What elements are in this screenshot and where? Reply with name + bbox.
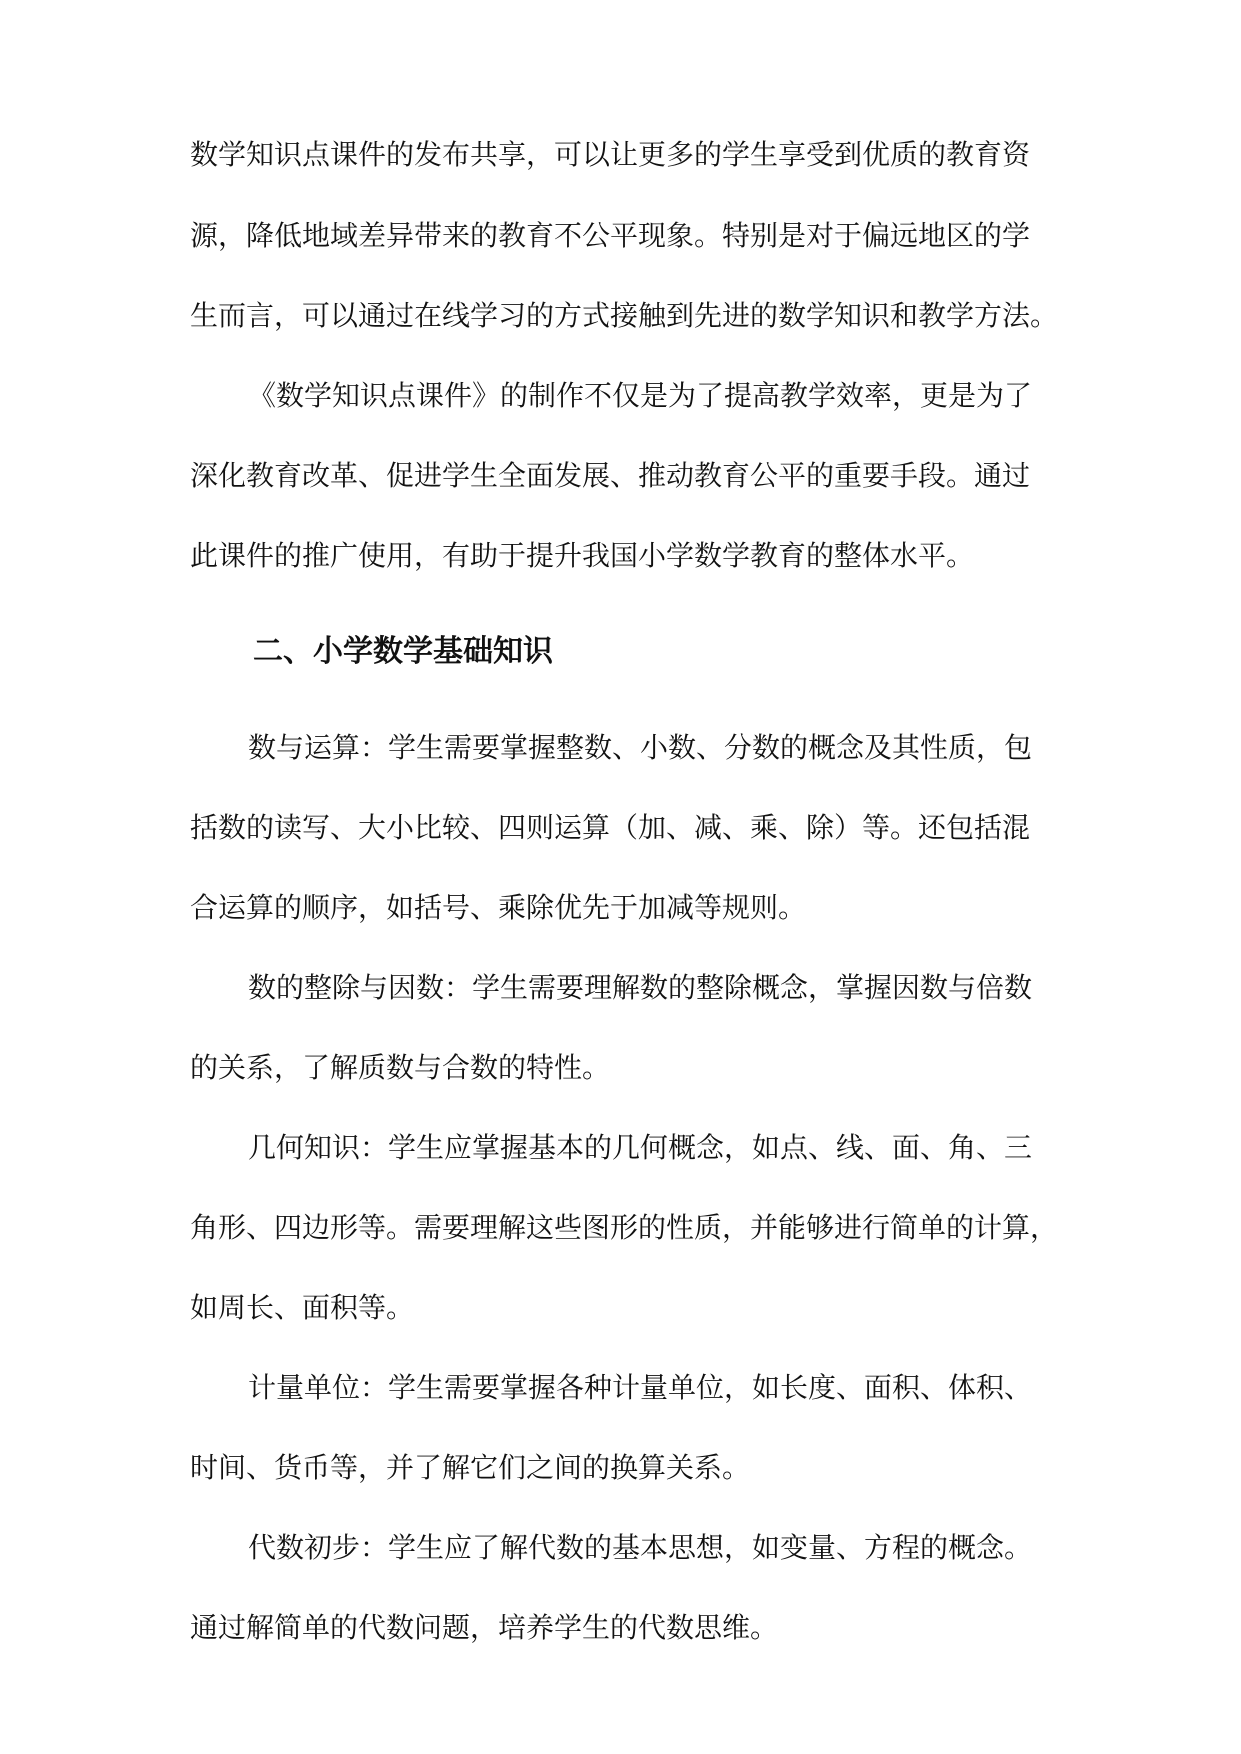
paragraph-line: 数学知识点课件的发布共享，可以让更多的学生享受到优质的教育资 (190, 138, 1031, 171)
paragraph-line: 时间、货币等，并了解它们之间的换算关系。 (190, 1451, 751, 1484)
paragraph-line: 几何知识：学生应掌握基本的几何概念，如点、线、面、角、三 (248, 1131, 1033, 1164)
section-heading: 二、小学数学基础知识 (253, 634, 553, 669)
paragraph-line: 深化教育改革、促进学生全面发展、推动教育公平的重要手段。通过 (190, 459, 1031, 492)
paragraph-line: 角形、四边形等。需要理解这些图形的性质，并能够进行简单的计算， (190, 1211, 1059, 1244)
paragraph-line: 源，降低地域差异带来的教育不公平现象。特别是对于偏远地区的学 (190, 219, 1031, 252)
paragraph-line: 生而言，可以通过在线学习的方式接触到先进的数学知识和教学方法。 (190, 299, 1059, 332)
paragraph-line: 合运算的顺序，如括号、乘除优先于加减等规则。 (190, 891, 807, 924)
paragraph-line: 的关系，了解质数与合数的特性。 (190, 1051, 611, 1084)
paragraph-line: 《数学知识点课件》的制作不仅是为了提高教学效率，更是为了 (248, 379, 1033, 412)
paragraph-line: 数与运算：学生需要掌握整数、小数、分数的概念及其性质，包 (248, 731, 1033, 764)
paragraph-line: 计量单位：学生需要掌握各种计量单位，如长度、面积、体积、 (248, 1371, 1033, 1404)
paragraph-line: 此课件的推广使用，有助于提升我国小学数学教育的整体水平。 (190, 539, 975, 572)
paragraph-line: 括数的读写、大小比较、四则运算（加、减、乘、除）等。还包括混 (190, 811, 1031, 844)
paragraph-line: 如周长、面积等。 (190, 1291, 415, 1324)
paragraph-line: 数的整除与因数：学生需要理解数的整除概念，掌握因数与倍数 (248, 971, 1033, 1004)
paragraph-line: 通过解简单的代数问题，培养学生的代数思维。 (190, 1611, 779, 1644)
paragraph-line: 代数初步：学生应了解代数的基本思想，如变量、方程的概念。 (248, 1531, 1033, 1564)
